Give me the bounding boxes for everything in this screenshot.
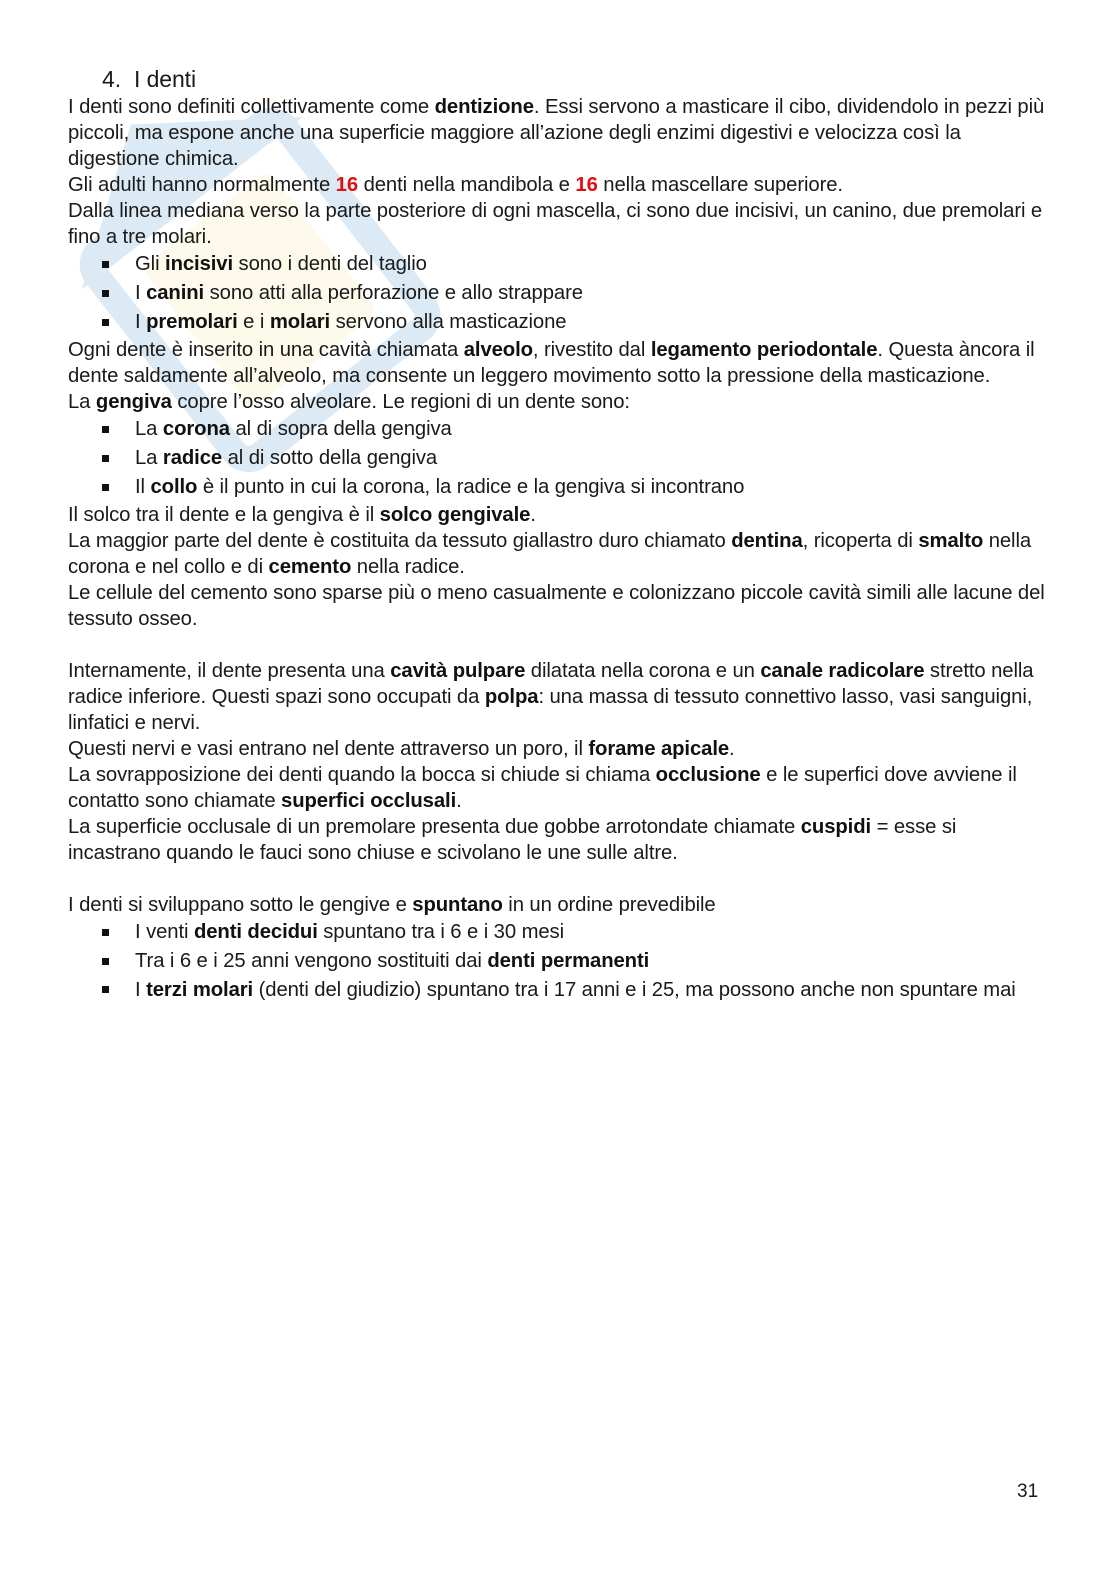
square-bullet-icon (102, 929, 109, 936)
section-number: 4. (102, 66, 121, 92)
section-title: I denti (134, 66, 196, 92)
square-bullet-icon (102, 455, 109, 462)
square-bullet-icon (102, 426, 109, 433)
highlighted-number: 16 (335, 174, 359, 196)
bullet-list-teeth-types (68, 250, 1053, 337)
paragraph: Gli adulti hanno normalmente 16 denti nella mandibola e 16 nella mascellare superiore. (68, 174, 843, 196)
square-bullet-icon (102, 261, 109, 268)
section-heading (102, 64, 1053, 94)
paragraph: I denti sono definiti collettivamente come dentizione. Essi servono a masticare il cibo, dividendolo in pezzi più piccoli, ma espone anche una superficie maggiore all’azione degli enzimi digestivi e velocizza così la digestione chimica. (68, 96, 1045, 170)
list-item: Gli incisivi sono i denti del taglio (68, 250, 1053, 279)
list-item: I premolari e i molari servono alla masticazione (68, 308, 1053, 337)
paragraph: Il solco tra il dente e la gengiva è il solco gengivale. (68, 504, 536, 526)
square-bullet-icon (102, 958, 109, 965)
page-number: 31 (1017, 1481, 1039, 1502)
square-bullet-icon (102, 319, 109, 326)
list-item: Tra i 6 e i 25 anni vengono sostituiti dai denti permanenti (68, 947, 1053, 976)
bullet-list-tooth-regions (68, 415, 1053, 502)
document-body (68, 64, 1053, 1003)
square-bullet-icon (102, 484, 109, 491)
paragraph: Dalla linea mediana verso la parte posteriore di ogni mascella, ci sono due incisivi, un canino, due premolari e fino a tre molari. (68, 200, 1043, 248)
paragraph: La superficie occlusale di un premolare presenta due gobbe arrotondate chiamate cuspidi = esse si incastrano quando le fauci sono chiuse e scivolano le une sulle altre. (68, 816, 957, 864)
paragraph: La gengiva copre l’osso alveolare. Le regioni di un dente sono: (68, 391, 630, 413)
paragraph: Ogni dente è inserito in una cavità chiamata alveolo, rivestito dal legamento periodontale. Questa àncora il dente saldamente all’alveolo, ma consente un leggero movimento sotto la pressione della masticazione. (68, 339, 1035, 387)
paragraph: La sovrapposizione dei denti quando la bocca si chiude si chiama occlusione e le superfici dove avviene il contatto sono chiamate superfici occlusali. (68, 764, 1017, 812)
list-item: Il collo è il punto in cui la corona, la radice e la gengiva si incontrano (68, 473, 1053, 502)
paragraph: I denti si sviluppano sotto le gengive e spuntano in un ordine prevedibile (68, 894, 716, 916)
paragraph: La maggior parte del dente è costituita da tessuto giallastro duro chiamato dentina, ricoperta di smalto nella corona e nel collo e di cemento nella radice. (68, 530, 1032, 578)
paragraph: Le cellule del cemento sono sparse più o meno casualmente e colonizzano piccole cavità simili alle lacune del tessuto osseo. (68, 582, 1045, 630)
paragraph: Questi nervi e vasi entrano nel dente attraverso un poro, il forame apicale. (68, 738, 735, 760)
list-item: I terzi molari (denti del giudizio) spuntano tra i 17 anni e i 25, ma possono anche non spuntare mai (68, 976, 1053, 1003)
list-item: La radice al di sotto della gengiva (68, 444, 1053, 473)
highlighted-number: 16 (575, 174, 598, 196)
square-bullet-icon (102, 986, 109, 993)
list-item: I venti denti decidui spuntano tra i 6 e i 30 mesi (68, 918, 1053, 947)
list-item: La corona al di sopra della gengiva (68, 415, 1053, 444)
bullet-list-eruption (68, 918, 1053, 1003)
list-item: I canini sono atti alla perforazione e allo strappare (68, 279, 1053, 308)
square-bullet-icon (102, 290, 109, 297)
paragraph: Internamente, il dente presenta una cavità pulpare dilatata nella corona e un canale radicolare stretto nella radice inferiore. Questi spazi sono occupati da polpa: una massa di tessuto connettivo lasso, vasi sanguigni, linfatici e nervi. (68, 660, 1034, 734)
